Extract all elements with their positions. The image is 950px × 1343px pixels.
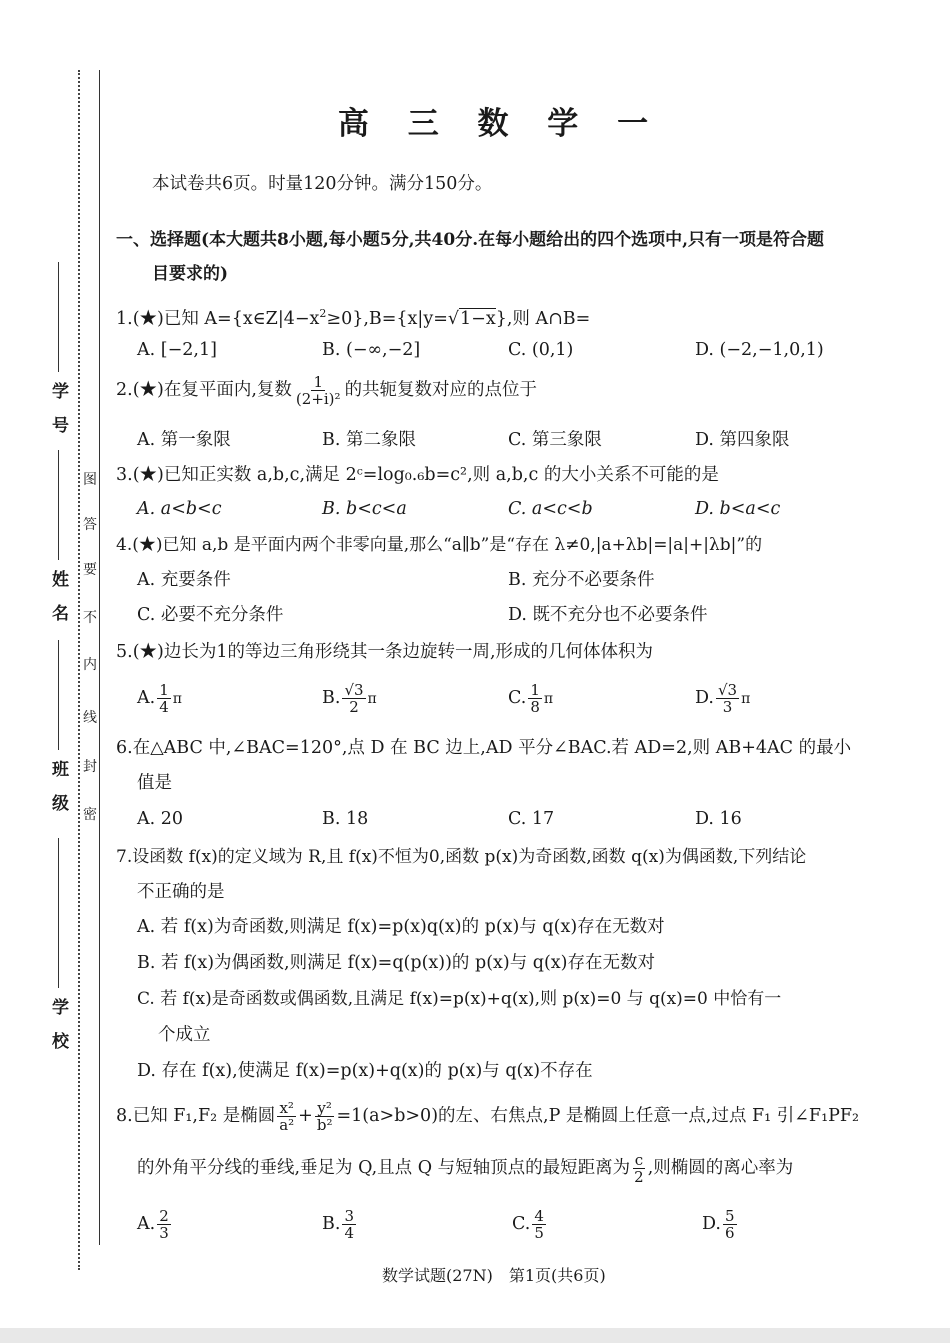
q4-option-a: A. 充要条件 (137, 570, 231, 590)
xuexiao-underline (58, 838, 60, 988)
q8-c-frac (532, 1208, 546, 1241)
q5-b-frac (342, 682, 365, 715)
q8-frac-c (632, 1152, 646, 1185)
q5-c-label: C. (508, 688, 527, 708)
q1-sqrt: 1−x (460, 308, 496, 329)
question-8-line2 (137, 1152, 793, 1185)
q8-d-frac (723, 1208, 737, 1241)
question-6-line1: 6.在△ABC 中,∠BAC=120°,点 D 在 BC 边上,AD 平分∠BAC.若 AD=2,则 AB+4AC 的最小 (116, 738, 852, 758)
q6-option-c: C. 17 (508, 809, 555, 829)
q5-c-pi: π (543, 691, 554, 707)
q7-option-d: D. 存在 f(x),使满足 f(x)=p(x)+q(x)的 p(x)与 q(x)不存在 (137, 1061, 593, 1081)
seal-char-8: 密 (83, 807, 97, 823)
q8-n1: x² (279, 1099, 294, 1117)
q6-option-b: B. 18 (322, 809, 369, 829)
q2-fraction (294, 374, 343, 407)
q5-option-b (322, 682, 377, 715)
question-5: 5.(★)边长为1的等边三角形绕其一条边旋转一周,形成的几何体体积为 (116, 642, 654, 662)
seal-char-6: 线 (83, 710, 97, 726)
q5-c-den: 8 (530, 698, 540, 716)
q5-c-num: 1 (530, 681, 540, 699)
q5-c-frac (528, 682, 542, 715)
section-heading-line1: 一、选择题(本大题共8小题,每小题5分,共40分.在每小题给出的四个选项中,只有一项是符合题 (116, 230, 825, 250)
section-heading-line2: 目要求的) (152, 264, 229, 284)
q8-d2: b² (316, 1116, 333, 1134)
question-2 (116, 374, 537, 407)
q3-option-c: C. a<c<b (508, 499, 593, 519)
q1-pre: 1.(★)已知 A={x∈Z|4−x (116, 308, 320, 329)
q5-option-a (137, 682, 182, 715)
q2-post: 的共轭复数对应的点位于 (344, 380, 538, 400)
xingming-underline (58, 450, 60, 560)
question-6-line2: 值是 (137, 773, 172, 793)
exam-intro: 本试卷共6页。时量120分钟。满分150分。 (152, 174, 493, 194)
page-title: 高 三 数 学 一 (337, 106, 663, 142)
seal-char-3: 要 (83, 562, 97, 578)
q8-line2-pre: 的外角平分线的垂线,垂足为 Q,且点 Q 与短轴顶点的最短距离为 (137, 1158, 631, 1178)
seal-char-5: 内 (83, 657, 97, 673)
seal-char-1: 图 (83, 472, 97, 488)
page-bottom-edge (0, 1328, 950, 1343)
q1-option-d: D. (−2,−1,0,1) (695, 340, 824, 360)
q8-n2: y² (317, 1099, 332, 1117)
q1-option-b: B. (−∞,−2] (322, 340, 421, 360)
q8-d-label: D. (702, 1214, 721, 1234)
q3-option-d: D. b<a<c (695, 499, 781, 519)
q2-option-b: B. 第二象限 (322, 430, 416, 450)
banji-label: 班 级 (48, 760, 68, 811)
q4-option-b: B. 充分不必要条件 (508, 570, 655, 590)
q3-option-a: A. a<b<c (137, 499, 222, 519)
q8-b-frac (342, 1208, 356, 1241)
q8-c-num: 4 (534, 1207, 544, 1225)
q1-sup: 2 (319, 307, 327, 320)
q4-option-c: C. 必要不充分条件 (137, 605, 284, 625)
question-1: 1.(★)已知 $A=\{x\in Z|4-x^2\ge 0\},B=\{x|y=√1-x\}$,则 A∩B= (116, 307, 591, 329)
q8-option-d (702, 1208, 739, 1241)
q5-b-label: B. (322, 688, 341, 708)
q8-option-b (322, 1208, 358, 1241)
q6-option-d: D. 16 (695, 809, 742, 829)
q8-post: =1(a>b>0)的左、右焦点,P 是椭圆上任意一点,过点 F₁ 引∠F₁PF₂ (336, 1106, 860, 1126)
q8-d-den: 6 (724, 1224, 735, 1242)
q2-option-d: D. 第四象限 (695, 430, 790, 450)
q5-a-den: 4 (159, 698, 169, 716)
q8-pre: 8.已知 F₁,F₂ 是椭圆 (116, 1106, 276, 1126)
q1-option-c: C. (0,1) (508, 340, 574, 360)
q7-option-b: B. 若 f(x)为偶函数,则满足 f(x)=q(p(x))的 p(x)与 q(x)存在无数对 (137, 953, 656, 973)
q1-option-a: A. [−2,1] (137, 340, 217, 360)
q5-a-num: 1 (159, 681, 169, 699)
q8-d-num: 5 (724, 1207, 735, 1225)
q8-option-a (137, 1208, 173, 1241)
xingming-label: 姓 名 (48, 570, 68, 621)
xuexiao-label: 学 校 (48, 998, 68, 1049)
q8-cn: c (634, 1151, 644, 1169)
q8-frac-y (315, 1100, 335, 1133)
q8-b-num: 3 (344, 1207, 354, 1225)
q5-option-c (508, 682, 553, 715)
q5-d-pi: π (741, 691, 751, 707)
q8-c-label: C. (512, 1214, 531, 1234)
xuehao-underline (58, 262, 60, 372)
q5-b-pi: π (367, 691, 377, 707)
q5-d-label: D. (695, 688, 714, 708)
q6-option-a: A. 20 (137, 809, 184, 829)
q2-option-a: A. 第一象限 (137, 430, 231, 450)
question-7-line2: 不正确的是 (137, 882, 225, 902)
question-7-line1: 7.设函数 f(x)的定义域为 R,且 f(x)不恒为0,函数 p(x)为奇函数,函数 q(x)为偶函数,下列结论 (116, 847, 807, 867)
q8-b-label: B. (322, 1214, 341, 1234)
q8-cd: 2 (634, 1168, 644, 1186)
q5-a-frac (157, 682, 171, 715)
q2-option-c: C. 第三象限 (508, 430, 602, 450)
q1-mid: ≥0},B={x|y= (326, 308, 448, 329)
q5-a-label: A. (137, 688, 156, 708)
q5-option-d (695, 682, 750, 715)
q4-option-d: D. 既不充分也不必要条件 (508, 605, 708, 625)
q2-num: 1 (313, 373, 324, 391)
q8-option-c (512, 1208, 548, 1241)
seal-char-4: 不 (83, 610, 97, 626)
q8-a-label: A. (137, 1214, 156, 1234)
banji-underline (58, 640, 60, 750)
q5-d-den: 3 (722, 698, 733, 716)
q8-line2-post: ,则椭圆的离心率为 (647, 1158, 794, 1178)
q2-den: (2+i)² (295, 390, 341, 408)
q2-pre: 2.(★)在复平面内,复数 (116, 380, 292, 400)
q5-b-den: 2 (349, 698, 359, 716)
question-3: 3.(★)已知正实数 a,b,c,满足 2ᶜ=log₀.₆b=c²,则 a,b,c 的大小关系不可能的是 (116, 465, 737, 485)
xuehao-label: 学 号 (48, 382, 68, 433)
q8-a-den: 3 (159, 1224, 169, 1242)
q5-b-num: √3 (344, 681, 364, 699)
q8-b-den: 4 (344, 1224, 354, 1242)
q7-option-c-line2: 个成立 (158, 1025, 211, 1045)
page-footer: 数学试题(27N) 第1页(共6页) (382, 1266, 606, 1285)
question-4: 4.(★)已知 a,b 是平面内两个非零向量,那么“a∥b”是“存在 λ≠0,|a+λb|=|a|+|λb|”的 (116, 535, 763, 555)
q8-d1: a² (279, 1116, 295, 1134)
q8-a-frac (157, 1208, 171, 1241)
q1-post: },则 A∩B= (495, 308, 591, 329)
q7-option-c-line1: C. 若 f(x)是奇函数或偶函数,且满足 f(x)=p(x)+q(x),则 p(x)=0 与 q(x)=0 中恰有一 (137, 989, 782, 1009)
seal-char-2: 答 (83, 517, 97, 533)
q5-d-num: √3 (717, 681, 738, 699)
q5-d-frac (716, 682, 739, 715)
q8-plus: + (298, 1106, 313, 1126)
q8-a-num: 2 (159, 1207, 169, 1225)
question-8-line1 (116, 1100, 859, 1133)
q8-c-den: 5 (534, 1224, 544, 1242)
q7-option-a: A. 若 f(x)为奇函数,则满足 f(x)=p(x)q(x)的 p(x)与 q(x)存在无数对 (137, 917, 665, 937)
q5-a-pi: π (172, 691, 182, 707)
q8-frac-x (277, 1100, 296, 1133)
seal-char-7: 封 (83, 759, 97, 775)
q3-option-b: B. b<c<a (322, 499, 407, 519)
